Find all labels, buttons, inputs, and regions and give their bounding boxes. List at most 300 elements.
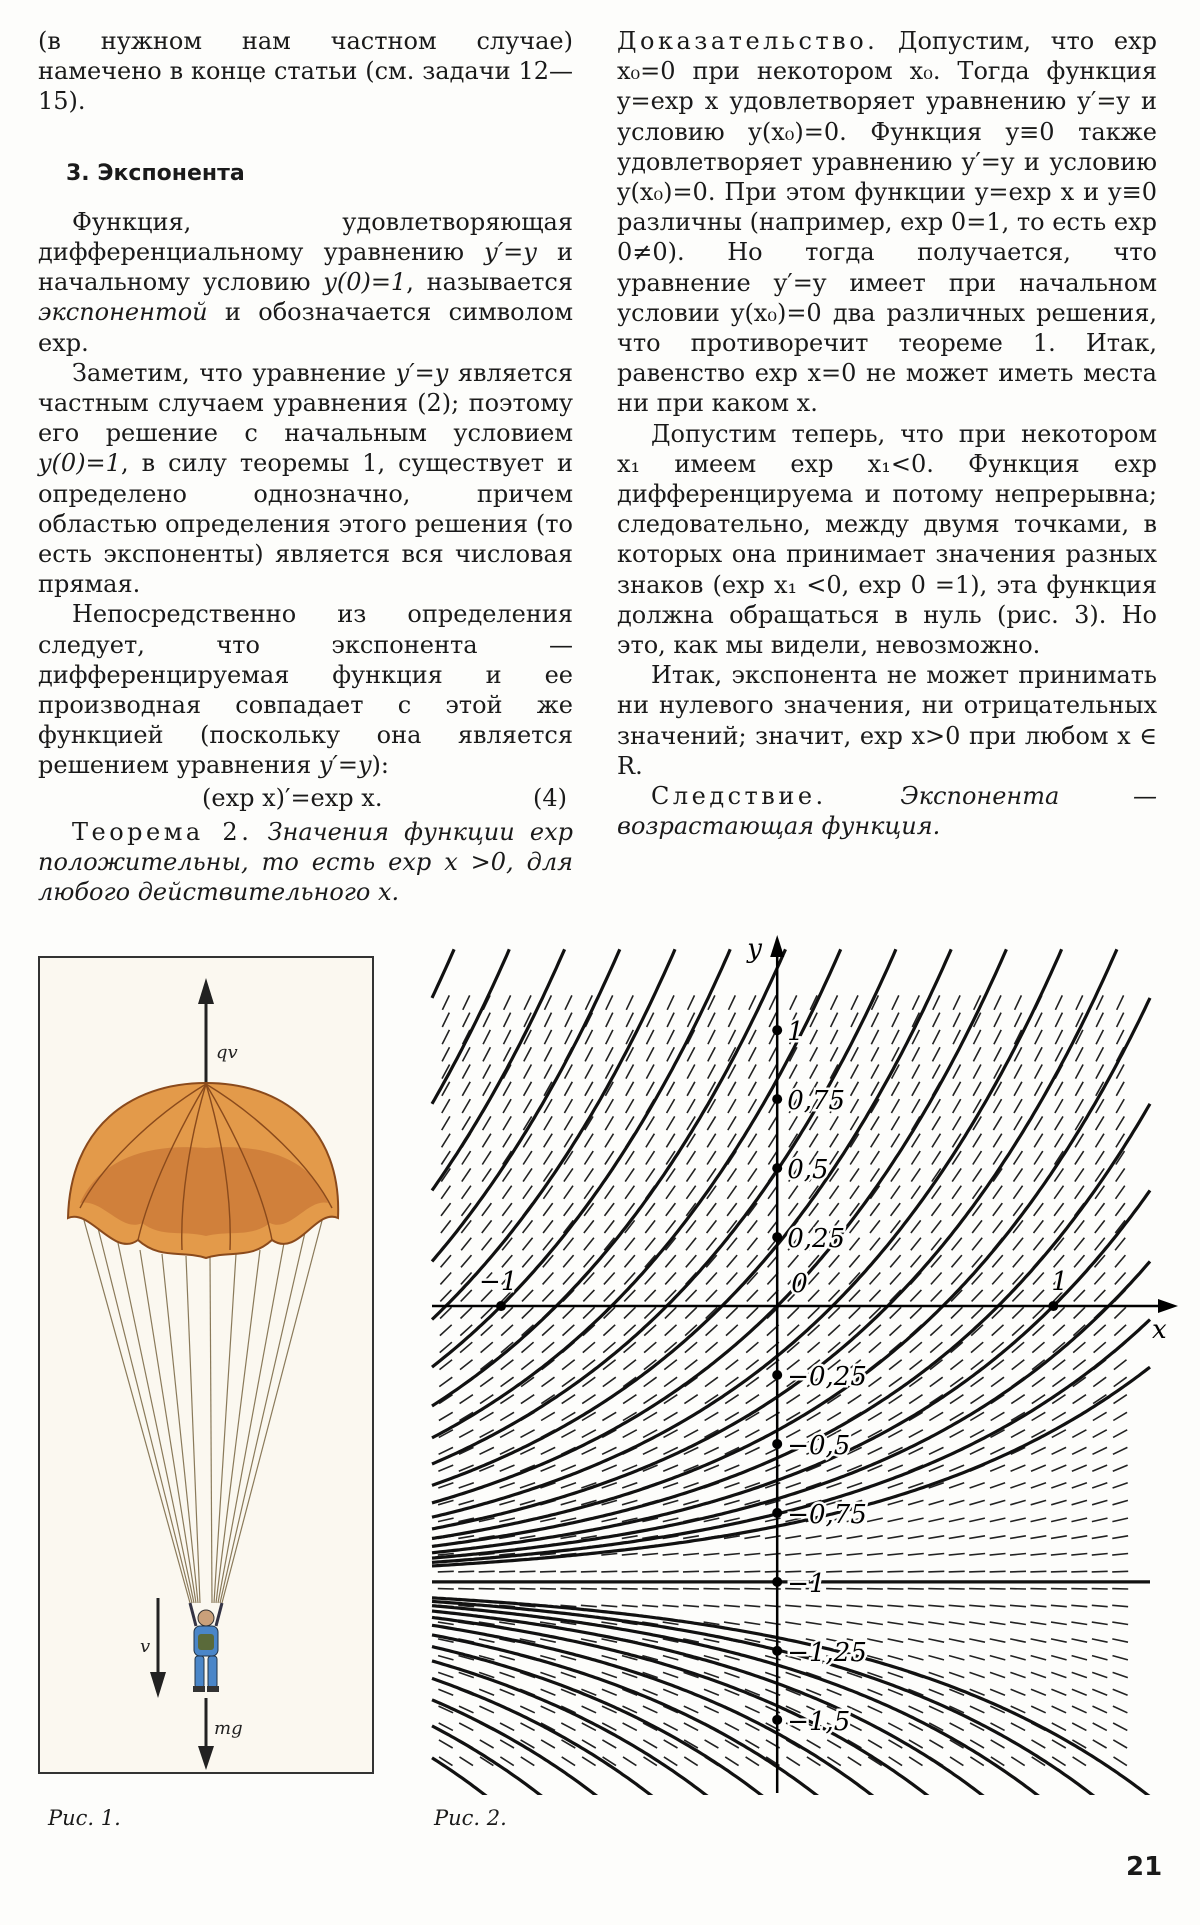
slope-segment <box>744 1554 760 1556</box>
slope-segment <box>1010 1483 1025 1488</box>
slope-segment <box>890 1307 901 1318</box>
slope-segment <box>1013 1238 1023 1250</box>
slope-segment <box>1092 1465 1107 1471</box>
slope-segment <box>582 1447 597 1454</box>
slope-segment <box>442 1116 450 1130</box>
slope-segment <box>888 1465 903 1471</box>
integral-curve <box>432 1598 1150 1795</box>
slope-segment <box>871 1116 879 1130</box>
slope-segment <box>605 1151 614 1164</box>
slope-segment <box>523 1220 533 1233</box>
section-heading: 3. Экспонента <box>66 160 245 186</box>
slope-segment <box>929 1465 944 1471</box>
slope-segment <box>871 1013 878 1027</box>
slope-segment <box>1034 1220 1044 1233</box>
y-tick-label: −0,5 <box>787 1430 851 1461</box>
y-tick-dot <box>772 1370 782 1380</box>
slope-segment <box>663 1689 678 1695</box>
slope-segment <box>785 1605 801 1606</box>
slope-segment <box>991 1740 1005 1748</box>
slope-segment <box>827 1689 842 1695</box>
slope-segment <box>932 1116 940 1130</box>
integral-curve <box>432 1647 769 1795</box>
integral-curve <box>432 949 454 998</box>
slope-segment <box>724 1605 740 1606</box>
slope-segment <box>1072 1500 1087 1504</box>
slope-segment <box>788 1307 799 1318</box>
slope-segment <box>990 1672 1005 1677</box>
slope-segment <box>806 1536 822 1539</box>
slope-segment <box>990 1518 1006 1522</box>
slope-segment <box>949 1465 964 1471</box>
slope-segment <box>1076 1065 1084 1079</box>
slope-segment <box>869 1342 881 1352</box>
slope-segment <box>665 1307 676 1318</box>
slope-segment <box>744 1571 760 1572</box>
slope-segment <box>808 1273 819 1285</box>
slope-segment <box>602 1447 616 1454</box>
slope-segment <box>993 1220 1003 1233</box>
slope-segment <box>606 1013 613 1027</box>
slope-segment <box>645 1220 655 1233</box>
slope-segment <box>1114 1307 1126 1318</box>
slope-segment <box>483 1047 490 1061</box>
slope-segment <box>826 1605 842 1606</box>
slope-segment <box>912 1099 920 1113</box>
slope-segment <box>460 1395 473 1404</box>
slope-segment <box>993 1134 1002 1148</box>
slope-segment <box>686 1220 696 1233</box>
slope-segment <box>664 1360 677 1370</box>
slope-segment <box>931 1290 942 1302</box>
slope-segment <box>1115 1238 1125 1250</box>
slope-segment <box>932 1099 940 1113</box>
slope-segment <box>1031 1656 1046 1660</box>
slope-segment <box>565 1065 573 1079</box>
slope-segment <box>745 1430 759 1438</box>
slope-segment <box>441 1220 451 1233</box>
slope-segment <box>565 1082 573 1096</box>
slope-segment <box>688 995 695 1009</box>
slope-segment <box>969 1571 985 1572</box>
slope-segment <box>706 1238 716 1250</box>
slope-segment <box>806 1605 822 1606</box>
slope-segment <box>831 1030 838 1044</box>
slope-segment <box>642 1639 658 1642</box>
slope-segment <box>500 1465 515 1471</box>
slope-segment <box>806 1554 822 1556</box>
slope-segment <box>829 1255 839 1267</box>
slope-segment <box>499 1518 515 1522</box>
slope-segment <box>990 1447 1005 1454</box>
slope-segment <box>949 1622 965 1624</box>
slope-segment <box>892 1082 900 1096</box>
slope-segment <box>748 1168 757 1181</box>
slope-segment <box>1012 1307 1023 1318</box>
slope-segment <box>461 1307 473 1318</box>
slope-segment <box>604 1255 614 1267</box>
slope-segment <box>705 1740 719 1748</box>
slope-segment <box>869 1325 881 1336</box>
slope-segment <box>583 1307 595 1318</box>
slope-segment <box>708 1047 715 1061</box>
formula-4 <box>38 783 573 813</box>
slope-segment <box>1113 1430 1127 1438</box>
slope-segment <box>622 1554 638 1556</box>
slope-segment <box>911 1220 921 1233</box>
slope-segment <box>1051 1672 1066 1677</box>
slope-segment <box>788 1255 798 1267</box>
slope-segment <box>887 1554 903 1556</box>
slope-segment <box>687 1065 695 1079</box>
slope-segment <box>1014 1168 1023 1181</box>
slope-segment <box>928 1536 944 1539</box>
arrowhead-icon <box>198 1746 214 1770</box>
slope-segment <box>952 1238 962 1250</box>
slope-segment <box>1031 1465 1046 1471</box>
slope-segment <box>480 1377 493 1386</box>
slope-segment <box>684 1723 698 1730</box>
slope-segment <box>949 1672 964 1677</box>
slope-segment <box>1092 1571 1108 1572</box>
equation-span: y′=y <box>484 238 537 267</box>
slope-segment <box>644 1342 656 1352</box>
slope-segment <box>889 1412 903 1420</box>
slope-segment <box>602 1740 616 1748</box>
right-column <box>617 26 1157 841</box>
slope-segment <box>605 1186 614 1199</box>
slope-segment <box>564 1186 573 1199</box>
equation-span: y(0)=1 <box>38 449 121 478</box>
slope-segment <box>725 1412 739 1420</box>
slope-segment <box>1072 1639 1088 1642</box>
slope-segment <box>868 1706 883 1713</box>
slope-segment <box>1114 1360 1127 1370</box>
slope-segment <box>950 1395 963 1404</box>
slope-segment <box>664 1740 678 1748</box>
slope-segment <box>1031 1536 1047 1539</box>
slope-segment <box>1113 1723 1127 1730</box>
slope-segment <box>870 1273 881 1285</box>
slope-segment <box>442 1134 451 1148</box>
slope-segment <box>973 1151 982 1164</box>
slope-segment <box>1114 1395 1127 1404</box>
slope-segment <box>663 1465 678 1471</box>
slope-segment <box>686 1186 695 1199</box>
slope-segment <box>949 1656 964 1660</box>
slope-segment <box>868 1740 882 1748</box>
slope-segment <box>544 1065 552 1079</box>
slope-segment <box>867 1622 883 1624</box>
slope-segment <box>544 1116 552 1130</box>
slope-segment <box>849 1290 860 1302</box>
slope-segment <box>1011 1395 1024 1404</box>
slope-segment <box>438 1465 453 1471</box>
slope-segment <box>1010 1536 1026 1539</box>
slope-segment <box>786 1483 801 1488</box>
integral-curve <box>432 1758 493 1795</box>
slope-segment <box>789 1116 797 1130</box>
slope-segment <box>992 1273 1003 1285</box>
slope-segment <box>642 1571 658 1572</box>
slope-segment <box>1096 1013 1103 1027</box>
slope-segment <box>970 1672 985 1677</box>
slope-segment <box>585 1047 593 1061</box>
slope-segment <box>831 995 838 1009</box>
slope-segment <box>541 1689 556 1695</box>
slope-segment <box>704 1571 720 1572</box>
slope-segment <box>500 1412 514 1420</box>
slope-segment <box>1074 1255 1084 1267</box>
slope-segment <box>1073 1395 1086 1404</box>
slope-segment <box>850 1168 859 1181</box>
theorem-2 <box>38 817 573 908</box>
slope-segment <box>729 995 736 1009</box>
slope-segment <box>561 1656 576 1660</box>
slope-segment <box>645 1238 655 1250</box>
slope-segment <box>888 1622 904 1624</box>
slope-segment <box>1073 1342 1085 1352</box>
slope-segment <box>564 1116 572 1130</box>
slope-segment <box>1031 1500 1046 1504</box>
slope-segment <box>890 1255 900 1267</box>
slope-segment <box>871 1168 880 1181</box>
slope-segment <box>973 1134 982 1148</box>
slope-segment <box>1032 1412 1046 1420</box>
slope-segment <box>826 1536 842 1539</box>
slope-segment <box>664 1757 677 1766</box>
slope-segment <box>888 1689 903 1695</box>
slope-segment <box>994 1013 1001 1027</box>
slope-segment <box>1116 1065 1124 1079</box>
slope-segment <box>584 1168 593 1181</box>
slope-segment <box>647 1013 654 1027</box>
slope-segment <box>1010 1500 1025 1504</box>
slope-segment <box>646 1082 654 1096</box>
slope-segment <box>459 1483 474 1488</box>
slope-segment <box>1116 1099 1124 1113</box>
slope-segment <box>1051 1536 1067 1539</box>
slope-segment <box>561 1723 575 1730</box>
slope-segment <box>1051 1622 1067 1624</box>
slope-segment <box>683 1500 698 1504</box>
slope-segment <box>463 1047 471 1061</box>
left-column <box>38 26 573 907</box>
slope-segment <box>623 1723 637 1730</box>
slope-segment <box>602 1465 617 1471</box>
slope-segment <box>949 1483 964 1488</box>
slope-segment <box>929 1447 944 1454</box>
slope-segment <box>523 1151 532 1164</box>
slope-segment <box>1072 1518 1088 1522</box>
slope-segment <box>603 1325 615 1336</box>
slope-segment <box>540 1571 556 1572</box>
suspension-lines <box>82 1213 324 1603</box>
slope-segment <box>685 1360 698 1370</box>
slope-segment <box>724 1656 739 1660</box>
slope-segment <box>524 995 531 1009</box>
slope-segment <box>912 1082 920 1096</box>
slope-segment <box>888 1536 904 1539</box>
slope-segment <box>705 1412 719 1420</box>
slope-segment <box>1112 1622 1128 1624</box>
slope-segment <box>663 1622 679 1624</box>
slope-segment <box>462 1065 470 1079</box>
slope-segment <box>562 1757 575 1766</box>
slope-segment <box>1034 1203 1044 1216</box>
slope-segment <box>785 1536 801 1539</box>
y-tick-label: 0,75 <box>787 1086 846 1117</box>
slope-segment <box>909 1430 923 1438</box>
slope-segment <box>1096 1065 1104 1079</box>
slope-segment <box>1031 1672 1046 1677</box>
slope-segment <box>684 1757 697 1766</box>
slope-segment <box>683 1571 699 1572</box>
slope-segment <box>663 1605 679 1606</box>
slope-segment <box>626 1099 634 1113</box>
slope-segment <box>667 1082 675 1096</box>
slope-segment <box>826 1554 842 1556</box>
slope-segment <box>1113 1500 1128 1504</box>
slope-segment <box>888 1430 902 1438</box>
y-tick-dot <box>772 1094 782 1104</box>
slope-segment <box>830 1134 839 1148</box>
slope-segment <box>502 1203 512 1216</box>
slope-segment <box>643 1706 658 1713</box>
slope-segment <box>831 1013 838 1027</box>
slope-segment <box>932 1186 941 1199</box>
slope-segment <box>479 1639 495 1642</box>
slope-segment <box>504 995 511 1009</box>
formula-number: (4) <box>533 783 567 812</box>
text-span: является частным случаем уравнения (2); поэтому его решение с начальным условием <box>38 358 573 448</box>
slope-segment <box>790 995 797 1009</box>
slope-segment <box>1092 1656 1108 1660</box>
slope-segment <box>645 1203 655 1216</box>
slope-segment <box>1117 1030 1124 1044</box>
theorem-text: Значения функции exp положительны, то есть exp x >0, для любого действительного x. <box>38 817 574 907</box>
slope-segment <box>585 1065 593 1079</box>
slope-segment <box>585 1030 592 1044</box>
slope-segment <box>602 1672 617 1677</box>
slope-segment <box>522 1255 533 1267</box>
slope-segment <box>626 995 633 1009</box>
slope-segment <box>646 1134 655 1148</box>
y-tick-dot <box>772 1025 782 1035</box>
slope-segment <box>892 995 899 1009</box>
slope-segment <box>726 1360 739 1370</box>
slope-segment <box>929 1518 945 1522</box>
slope-segment <box>1074 1238 1084 1250</box>
slope-segment <box>871 1082 879 1096</box>
slope-segment <box>601 1605 617 1606</box>
slope-segment <box>869 1290 880 1302</box>
slope-segment <box>667 1013 674 1027</box>
note-paragraph <box>38 358 573 600</box>
slope-segment <box>707 1151 716 1164</box>
slope-segment <box>910 1360 923 1370</box>
slope-segment <box>1073 1360 1086 1370</box>
slope-segment <box>911 1168 920 1181</box>
slope-segment <box>1035 1082 1043 1096</box>
slope-segment <box>789 1065 797 1079</box>
slope-segment <box>481 1325 493 1336</box>
slope-segment <box>788 1203 798 1216</box>
slope-segment <box>482 1220 492 1233</box>
slope-segment <box>1113 1483 1128 1488</box>
slope-segment <box>623 1360 636 1370</box>
slope-segment <box>1052 1412 1066 1420</box>
slope-segment <box>929 1656 945 1660</box>
slope-segment <box>909 1706 924 1713</box>
slope-segment <box>601 1622 617 1624</box>
slope-segment <box>1011 1430 1025 1438</box>
slope-segment <box>953 1013 960 1027</box>
slope-segment <box>726 1325 738 1336</box>
slope-segment <box>1115 1203 1125 1216</box>
slope-segment <box>748 1186 757 1199</box>
slope-segment <box>747 1307 759 1318</box>
slope-segment <box>643 1740 657 1748</box>
proof-paragraph-1 <box>617 26 1157 419</box>
slope-segment <box>969 1622 985 1624</box>
slope-segment <box>952 1255 962 1267</box>
slope-segment <box>480 1412 494 1420</box>
y-axis-label: y <box>747 935 762 964</box>
slope-segment <box>1072 1689 1087 1695</box>
slope-segment <box>969 1656 984 1660</box>
y-tick-label: −1,25 <box>787 1637 867 1668</box>
slope-segment <box>1092 1672 1107 1677</box>
slope-segment <box>1076 995 1083 1009</box>
slope-segment <box>912 1065 920 1079</box>
slope-segment <box>728 1082 736 1096</box>
slope-segment <box>605 1134 614 1148</box>
slope-segment <box>624 1307 636 1318</box>
slope-segment <box>1071 1554 1087 1556</box>
slope-segment <box>787 1395 800 1404</box>
slope-segment <box>990 1536 1006 1539</box>
slope-segment <box>1014 1151 1023 1164</box>
slope-segment <box>828 1325 840 1336</box>
slope-segment <box>910 1307 922 1318</box>
slope-segment <box>1051 1483 1066 1488</box>
slope-segment <box>665 1325 677 1336</box>
slope-segment <box>748 1151 757 1164</box>
slope-segment <box>992 1290 1003 1302</box>
slope-segment <box>1095 1151 1104 1164</box>
slope-segment <box>1010 1672 1025 1677</box>
slope-segment <box>727 1273 738 1285</box>
slope-segment <box>994 995 1001 1009</box>
slope-segment <box>1113 1706 1128 1713</box>
slope-segment <box>993 1151 1002 1164</box>
slope-segment <box>827 1412 841 1420</box>
slope-segment <box>912 1151 921 1164</box>
slope-segment <box>1115 1273 1126 1285</box>
slope-segment <box>684 1706 699 1713</box>
slope-segment <box>562 1395 575 1404</box>
slope-segment <box>524 1065 532 1079</box>
slope-segment <box>665 1273 676 1285</box>
slope-segment <box>867 1554 883 1556</box>
slope-segment <box>625 1151 634 1164</box>
slope-segment <box>749 1047 756 1061</box>
slope-segment <box>1075 1082 1083 1096</box>
slope-segment <box>1034 1116 1042 1130</box>
slope-segment <box>949 1500 964 1504</box>
slope-segment <box>769 995 776 1009</box>
